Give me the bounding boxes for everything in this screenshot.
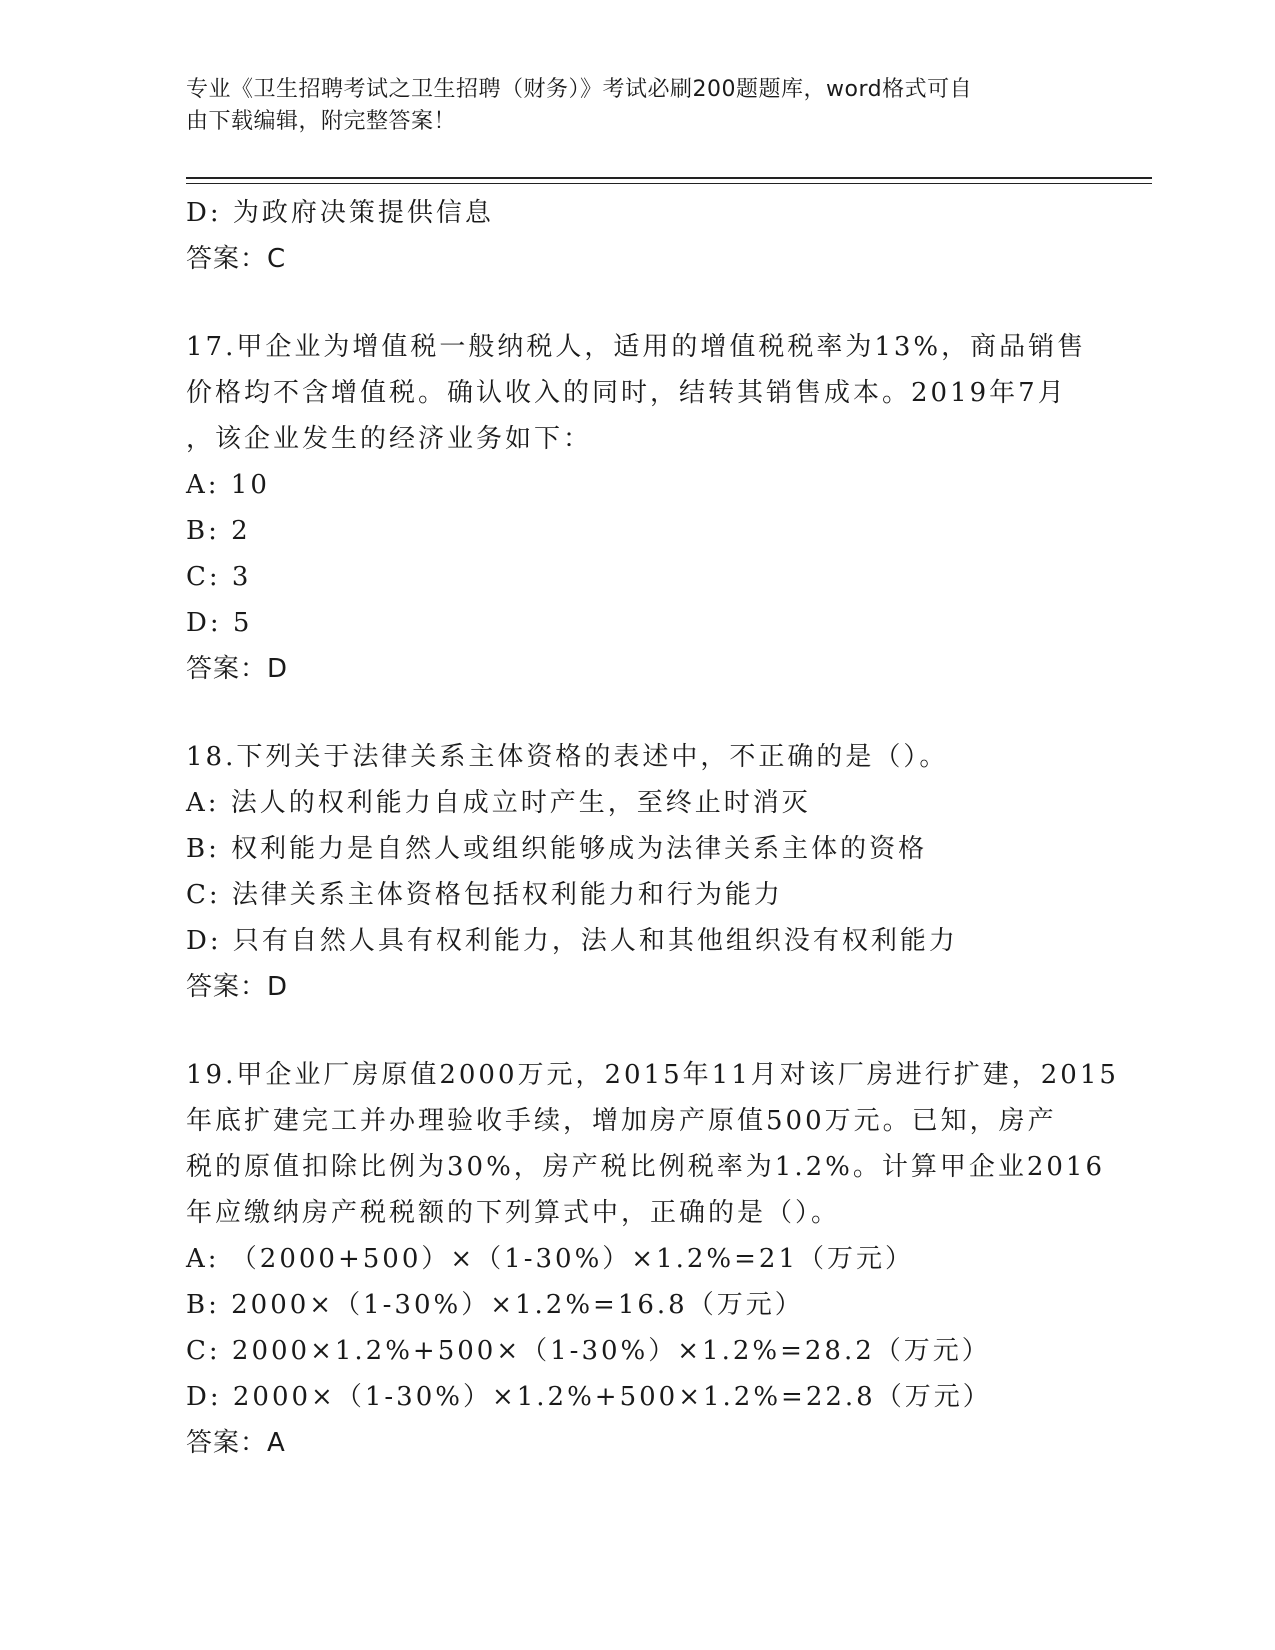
- question-17: [186, 324, 1086, 692]
- option-d: D: 为政府决策提供信息: [186, 198, 494, 228]
- option-a: A: 法人的权利能力自成立时产生，至终止时消灭: [186, 788, 811, 818]
- option-b: B: 2: [186, 516, 251, 546]
- question-text-line: 年底扩建完工并办理验收手续，增加房产原值500万元。已知，房产: [186, 1106, 1057, 1136]
- option-c: C: 3: [186, 562, 252, 592]
- header-line-1: 专业《卫生招聘考试之卫生招聘（财务）》考试必刷200题题库，word格式可自: [186, 77, 973, 102]
- option-a: A: 10: [186, 470, 270, 500]
- header-divider-thick: [186, 177, 1152, 179]
- answer-line: 答案：A: [186, 1428, 286, 1458]
- answer-line: 答案：C: [186, 244, 287, 274]
- header-divider-thin: [186, 183, 1152, 184]
- option-c: C: 法律关系主体资格包括权利能力和行为能力: [186, 880, 783, 910]
- question-text-line: 18.下列关于法律关系主体资格的表述中，不正确的是（）。: [186, 742, 949, 772]
- header-line-2: 由下载编辑，附完整答案！: [186, 109, 457, 134]
- question-18: [186, 734, 1086, 1010]
- document-header: [186, 74, 1066, 138]
- question-text-line: 价格均不含增值税。确认收入的同时，结转其销售成本。2019年7月: [186, 378, 1067, 408]
- option-c: C: 2000×1.2%+500×（1-30%）×1.2%=28.2（万元）: [186, 1336, 991, 1366]
- question-content: [186, 190, 1119, 1466]
- option-a: A: （2000+500）×（1-30%）×1.2%=21（万元）: [186, 1244, 914, 1274]
- question-text-line: 税的原值扣除比例为30%，房产税比例税率为1.2%。计算甲企业2016: [186, 1152, 1106, 1182]
- option-d: D: 5: [186, 608, 253, 638]
- option-d: D: 只有自然人具有权利能力，法人和其他组织没有权利能力: [186, 926, 958, 956]
- option-b: B: 权利能力是自然人或组织能够成为法律关系主体的资格: [186, 834, 928, 864]
- answer-line: 答案：D: [186, 654, 289, 684]
- spacer: [186, 1010, 1086, 1052]
- question-text-line: 19.甲企业厂房原值2000万元，2015年11月对该厂房进行扩建，2015: [186, 1060, 1119, 1090]
- question-19: [186, 1052, 1119, 1466]
- spacer: [186, 692, 1086, 734]
- option-b: B: 2000×（1-30%）×1.2%=16.8（万元）: [186, 1290, 804, 1320]
- option-d: D: 2000×（1-30%）×1.2%+500×1.2%=22.8（万元）: [186, 1382, 992, 1412]
- question-text-line: 17.甲企业为增值税一般纳税人，适用的增值税税率为13%，商品销售: [186, 332, 1087, 362]
- spacer: [186, 282, 1086, 324]
- question-text-line: ，该企业发生的经济业务如下：: [186, 424, 593, 454]
- previous-question-tail: [186, 190, 1086, 282]
- answer-line: 答案：D: [186, 972, 289, 1002]
- question-text-line: 年应缴纳房产税税额的下列算式中，正确的是（）。: [186, 1198, 841, 1228]
